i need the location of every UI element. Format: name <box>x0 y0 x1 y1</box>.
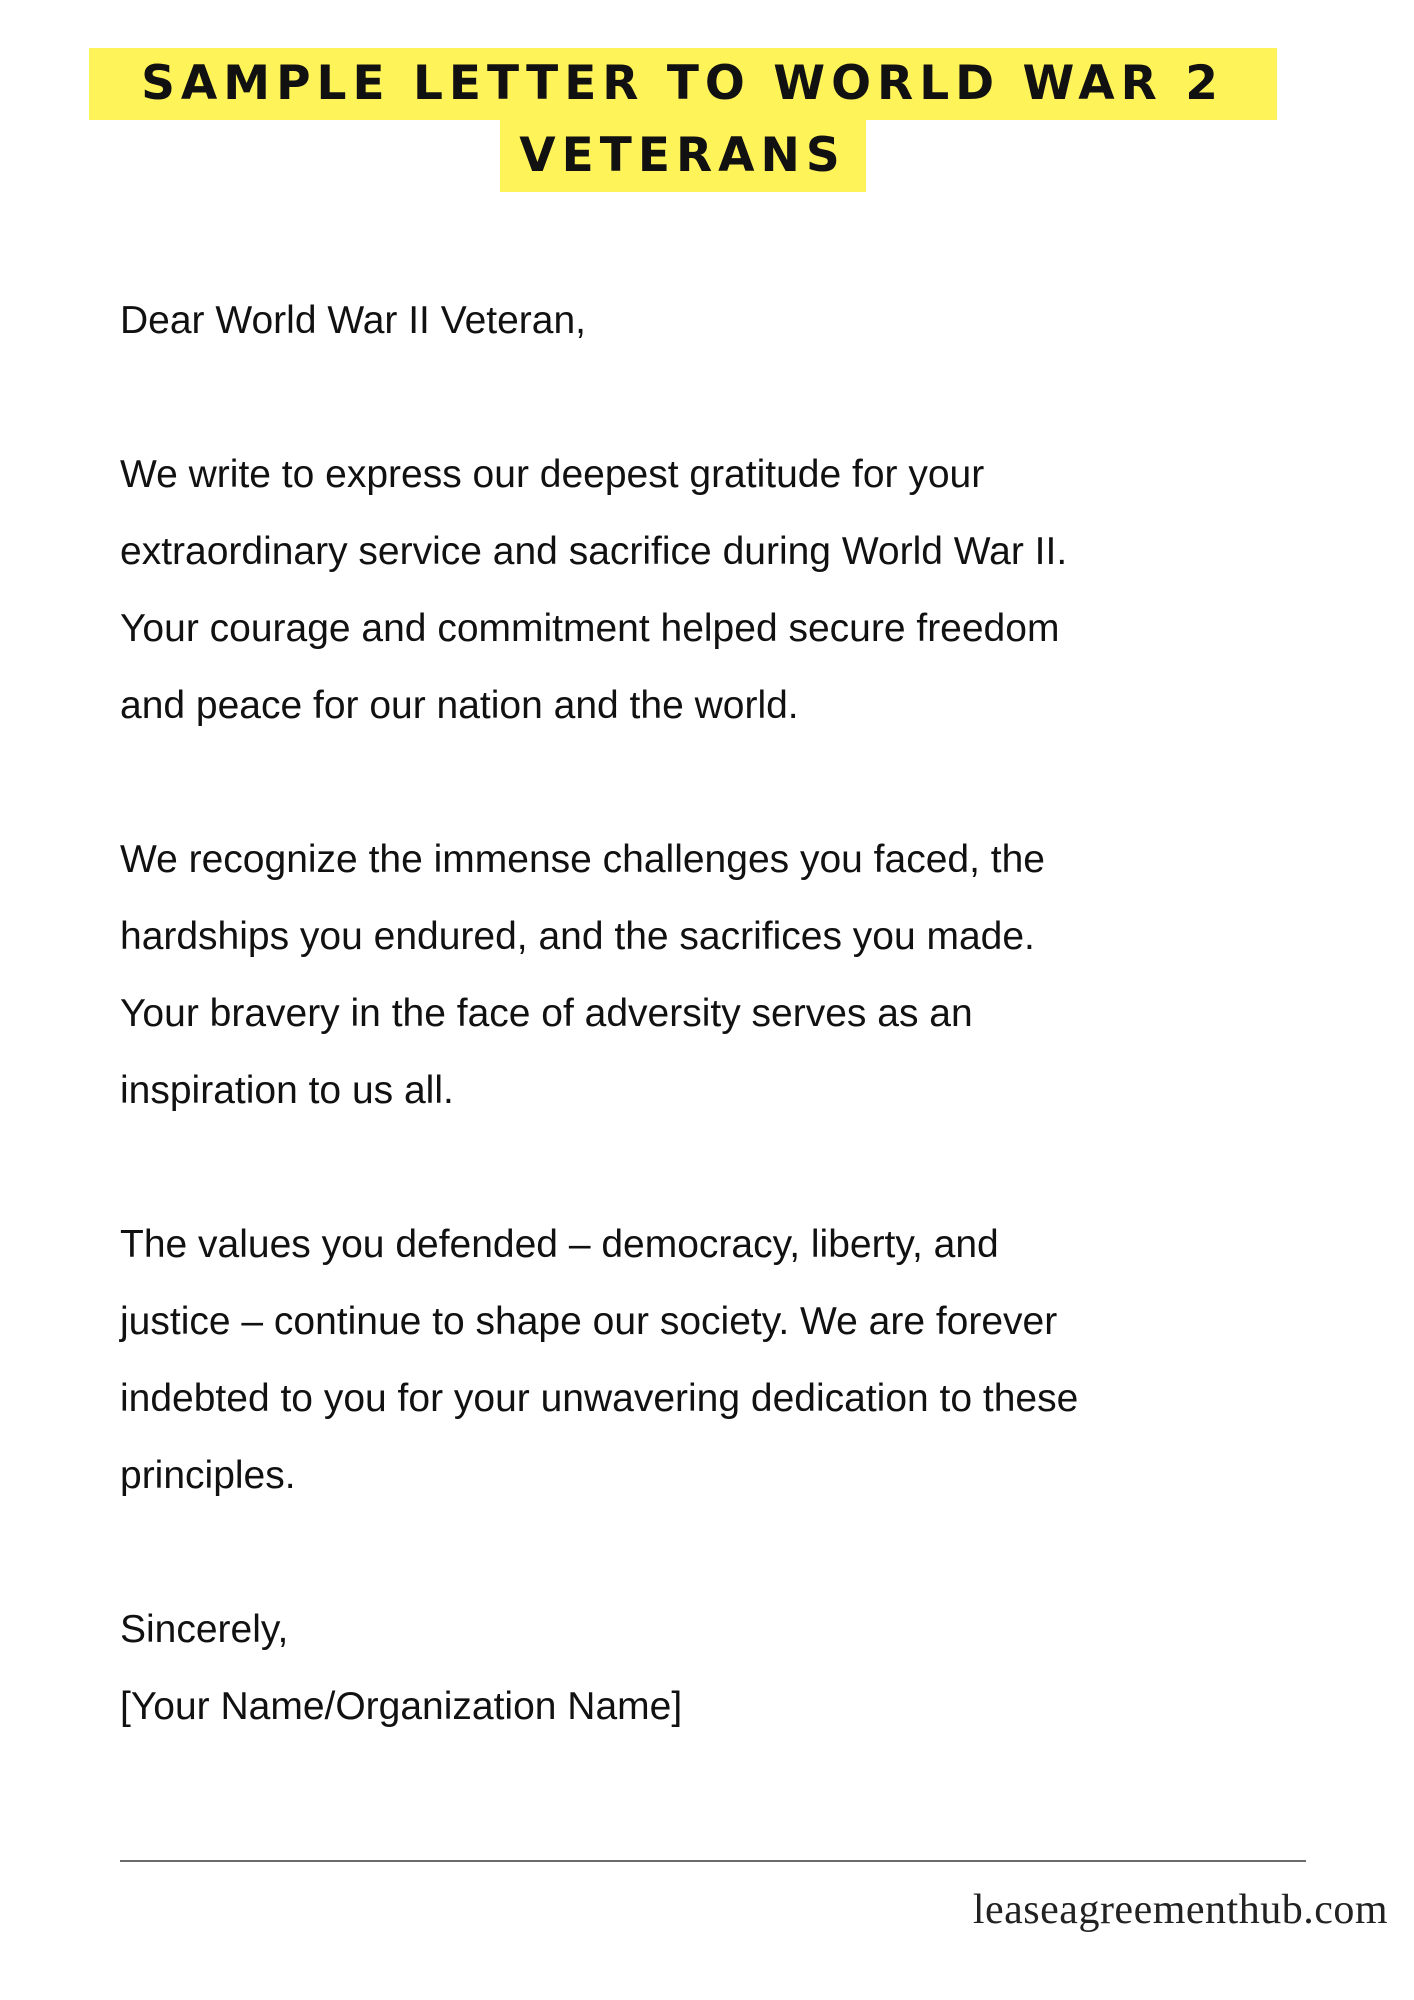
letter-paragraph-1: We write to express our deepest gratitude for your extraordinary service and sacrifice during World War II. Your courage and commitment helped secure freedom and peace for our nation and the world. <box>120 453 1068 727</box>
footer-site-name: leaseagreementhub.com <box>972 1887 1388 1933</box>
title-line-2: VETERANS <box>500 120 866 192</box>
letter-paragraph-3: The values you defended – democracy, liberty, and justice – continue to shape our society. We are forever indebted to you for your unwavering dedication to these principles. <box>120 1223 1079 1497</box>
document-title <box>0 48 1365 192</box>
letter-closing: Sincerely, <box>120 1608 289 1651</box>
letter-body <box>120 282 1340 1745</box>
letter-signature: [Your Name/Organization Name] <box>120 1685 683 1728</box>
letter-paragraph-2: We recognize the immense challenges you faced, the hardships you endured, and the sacrifices you made. Your bravery in the face of adversity serves as an inspiration to us all. <box>120 838 1045 1112</box>
letter-salutation: Dear World War II Veteran, <box>120 299 587 342</box>
footer-divider <box>120 1860 1306 1862</box>
title-line-1: SAMPLE LETTER TO WORLD WAR 2 <box>89 48 1277 120</box>
